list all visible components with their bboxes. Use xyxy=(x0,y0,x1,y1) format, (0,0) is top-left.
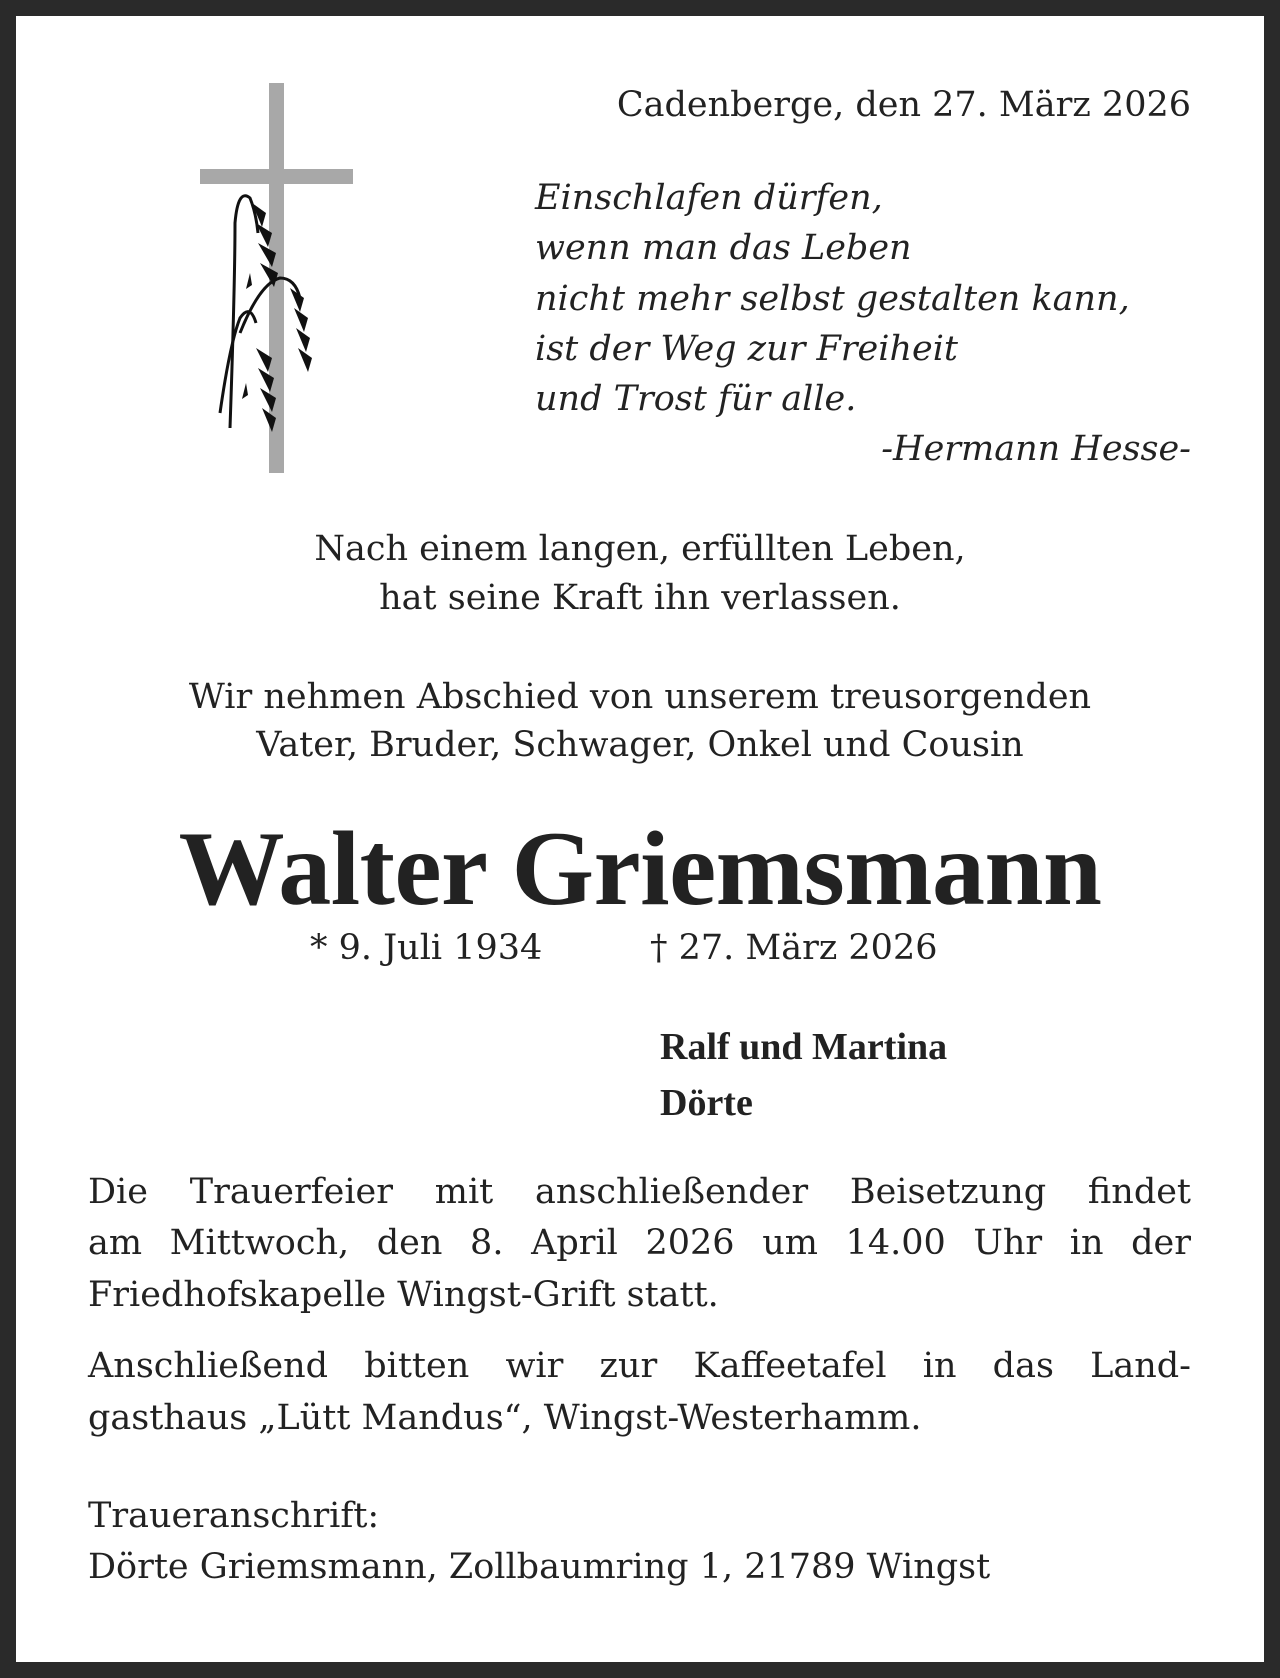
poem-line: ist der Weg zur Freiheit xyxy=(535,329,958,369)
ceremony-line: Die Trauerfeier mit anschließender Beisetzung findet xyxy=(88,1172,1191,1212)
cross-with-wheat-icon xyxy=(190,83,360,478)
deceased-name: Walter Griemsmann xyxy=(178,810,1102,927)
address-value: Dörte Griemsmann, Zollbaumring 1, 21789 Wingst xyxy=(88,1547,991,1587)
ceremony-line: am Mittwoch, den 8. April 2026 um 14.00 Uhr in der xyxy=(88,1223,1191,1263)
farewell-line: Vater, Bruder, Schwager, Onkel und Cousin xyxy=(256,725,1024,765)
poem-line: Einschlafen dürfen, xyxy=(535,178,883,218)
intro-line: hat seine Kraft ihn verlassen. xyxy=(379,578,901,618)
address-label: Traueranschrift: xyxy=(88,1496,380,1536)
ceremony-line: Friedhofskapelle Wingst-Grift statt. xyxy=(88,1275,719,1315)
poem-line: und Trost für alle. xyxy=(535,379,857,419)
poem-line: nicht mehr selbst gestalten kann, xyxy=(535,279,1130,319)
place-date: Cadenberge, den 27. März 2026 xyxy=(616,85,1191,125)
intro-line: Nach einem langen, erfüllten Leben, xyxy=(314,529,966,569)
poem-author: -Hermann Hesse- xyxy=(881,429,1191,469)
birth-date: * 9. Juli 1934 xyxy=(310,928,543,968)
mourner-name: Ralf und Martina xyxy=(660,1026,948,1068)
death-date: † 27. März 2026 xyxy=(650,928,938,968)
reception-line: Anschließend bitten wir zur Kaffeetafel in das Land- xyxy=(88,1346,1191,1386)
farewell-line: Wir nehmen Abschied von unserem treusorgenden xyxy=(188,677,1092,717)
mourner-name: Dörte xyxy=(660,1082,753,1124)
reception-line: gasthaus „Lütt Mandus“, Wingst-Westerhamm. xyxy=(88,1398,922,1438)
poem-line: wenn man das Leben xyxy=(535,228,912,268)
